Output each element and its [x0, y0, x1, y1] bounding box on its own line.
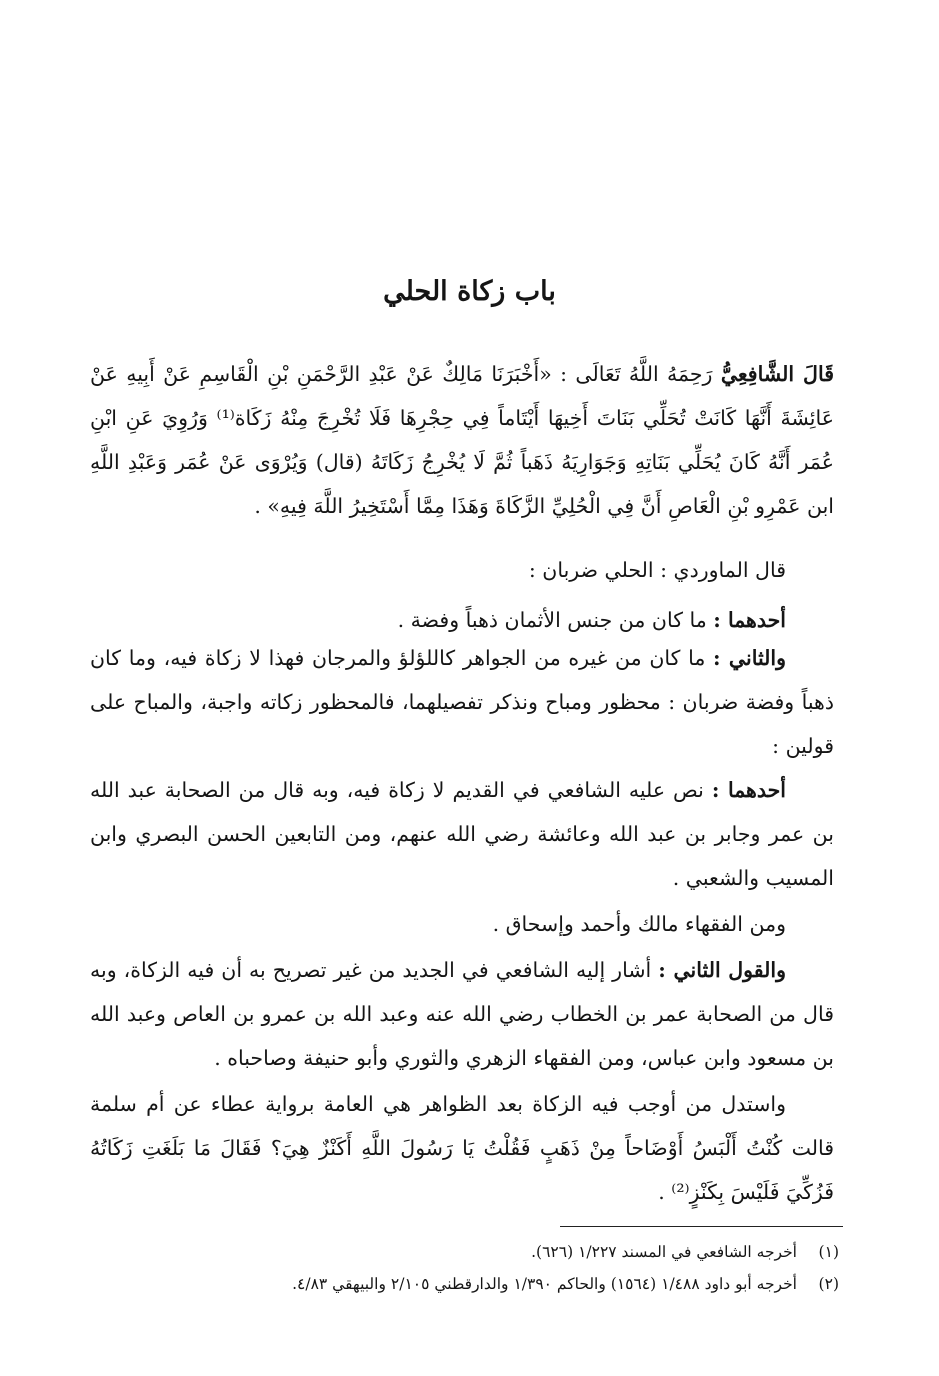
- matn-paragraph: [90, 352, 834, 528]
- commentary-paragraph: [90, 948, 834, 1080]
- paragraph-lead: والثاني :: [713, 646, 786, 670]
- commentary-paragraph: [90, 636, 834, 768]
- footnote-number: (١): [818, 1243, 839, 1261]
- footnote: [90, 1236, 839, 1268]
- footnote-text: أخرجه أبو داود ١/٤٨٨ (١٥٦٤) والحاكم ١/٣٩٠ والدارقطني ٢/١٠٥ والبيهقي ٤/٨٣.: [292, 1275, 797, 1293]
- paragraph-text: نص عليه الشافعي في القديم لا زكاة فيه، وبه قال من الصحابة عبد الله بن عمر وجابر بن عبد الله وعائشة رضي الله عنهم، ومن التابعين الحسن البصري وابن المسيب والشعبي .: [90, 778, 834, 890]
- commentary-paragraph: [90, 1082, 834, 1214]
- paragraph-lead: أحدهما :: [713, 608, 786, 632]
- matn-speaker: قَالَ الشَّافِعِيُّ: [720, 362, 834, 386]
- paragraph-lead: والقول الثاني :: [658, 958, 786, 982]
- paragraph-text: واستدل من أوجب فيه الزكاة بعد الظواهر هي العامة برواية عطاء عن أم سلمة قالت كُنْتُ أَلْبَسُ أَوْضَاحاً مِنْ ذَهَبٍ فَقُلْتُ يَا رَسُولَ اللَّهِ أَكَنْزٌ هِيَ؟ فَقَالَ مَا بَلَغَتِ زَكَاتُهُ فَزُكِّيَ فَلَيْسَ بِكَنْزٍ⁽²⁾ .: [90, 1092, 834, 1204]
- paragraph-text: أشار إليه الشافعي في الجديد من غير تصريح به أن فيه الزكاة، وبه قال من الصحابة عمر بن الخطاب رضي الله عنه وعبد الله بن عمرو بن العاص وعبد الله بن مسعود وابن عباس، ومن الفقهاء الزهري والثوري وأبو حنيفة وصاحباه .: [90, 958, 834, 1070]
- commentary-paragraph: [90, 768, 834, 900]
- paragraph-text: قال الماوردي : الحلي ضربان :: [528, 558, 786, 582]
- footnote-separator: [560, 1226, 843, 1227]
- paragraph-lead: أحدهما :: [711, 778, 786, 802]
- footnote: [90, 1268, 839, 1300]
- paragraph-text: ومن الفقهاء مالك وأحمد وإسحاق .: [492, 912, 786, 936]
- footnote-text: أخرجه الشافعي في المسند ١/٢٢٧ (٦٢٦).: [531, 1243, 797, 1261]
- footnote-number: (٢): [818, 1275, 839, 1293]
- paragraph-text: ما كان من جنس الأثمان ذهباً وفضة .: [397, 608, 707, 632]
- matn-text: رَحِمَهُ اللَّهُ تَعَالَى : «أَخْبَرَنَا مَالِكٌ عَنْ عَبْدِ الرَّحْمَنِ بْنِ الْقَاسِمِ عَنْ أَبِيهِ عَنْ عَائِشَةَ أَنَّهَا كَانَتْ تُحَلِّي بَنَاتَ أَخِيهَا أَيْتَاماً فِي حِجْرِهَا فَلَا تُخْرِجَ مِنْهُ زَكَاة⁽¹⁾ وَرُوِيَ عَنِ ابْنِ عُمَر أَنَّهُ كَانَ يُحَلِّي بَنَاتِهِ وَجَوَارِيَهُ ذَهَباً ثُمَّ لَا يُخْرِجُ زَكَاتَهُ (قال) وَيُرْوَى عَنْ عُمَر وَعَبْدِ اللَّهِ ابن عَمْرِو بْنِ الْعَاصِ أَنَّ فِي الْحُلِيِّ الزَّكَاةَ وَهَذَا مِمَّا أَسْتَخِيرُ اللَّهَ فِيهِ» .: [90, 362, 834, 518]
- commentary-paragraph: [90, 548, 834, 592]
- commentary-paragraph: [90, 902, 834, 946]
- paragraph-text: ما كان من غيره من الجواهر كاللؤلؤ والمرجان فهذا لا زكاة فيه، وما كان ذهباً وفضة ضربان : محظور ومباح ونذكر تفصيلهما، فالمحظور زكاته واجبة، والمباح على قولين :: [90, 646, 834, 758]
- chapter-title: باب زكاة الحلي: [383, 276, 556, 307]
- footnotes: [90, 1236, 839, 1300]
